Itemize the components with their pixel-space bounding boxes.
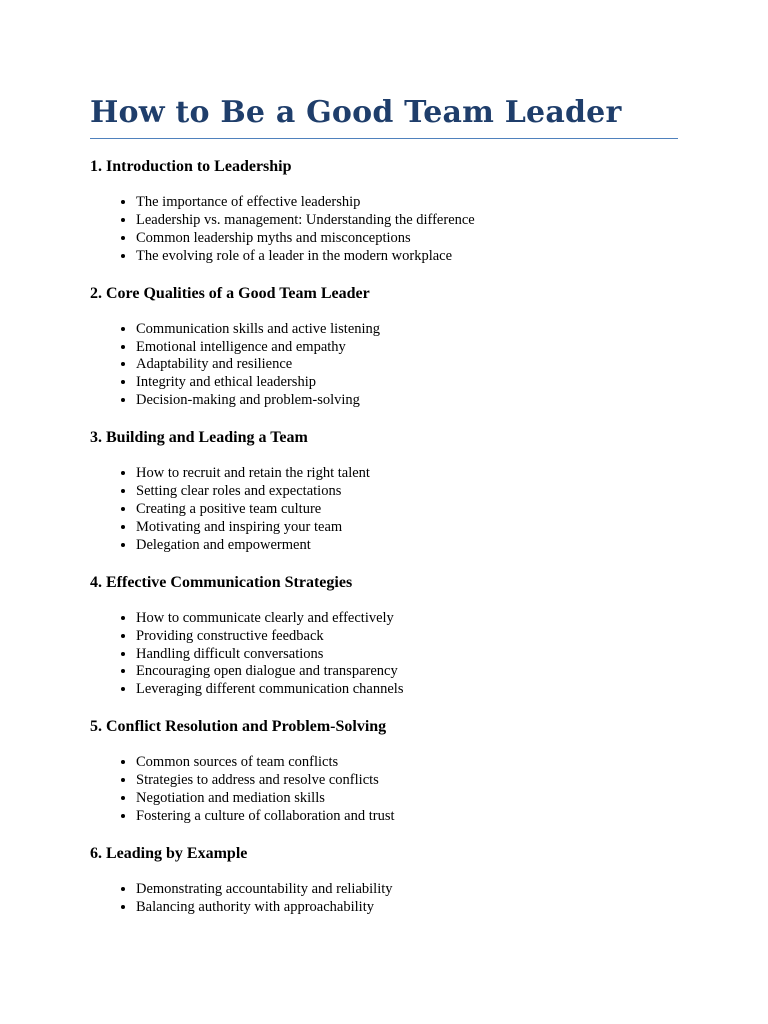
bullet-list xyxy=(90,465,678,555)
section-heading: 4. Effective Communication Strategies xyxy=(90,573,353,591)
list-item: • Common sources of team conflicts xyxy=(136,754,678,772)
list-item: • Leveraging different communication channels xyxy=(136,681,678,699)
section xyxy=(90,717,678,826)
document-title: How to Be a Good Team Leader xyxy=(90,94,678,139)
section-heading: 2. Core Qualities of a Good Team Leader xyxy=(90,284,370,302)
section-heading: 6. Leading by Example xyxy=(90,844,248,862)
list-item: • Handling difficult conversations xyxy=(136,646,678,664)
list-item: • The importance of effective leadership xyxy=(136,194,678,212)
bullet-list xyxy=(90,754,678,826)
list-item: • Negotiation and mediation skills xyxy=(136,790,678,808)
list-item: • Leadership vs. management: Understanding the difference xyxy=(136,212,678,230)
list-item: • Common leadership myths and misconceptions xyxy=(136,230,678,248)
list-item: • Strategies to address and resolve conflicts xyxy=(136,772,678,790)
list-item: • Balancing authority with approachability xyxy=(136,899,678,917)
list-item: • Setting clear roles and expectations xyxy=(136,483,678,501)
section-heading: 1. Introduction to Leadership xyxy=(90,158,292,175)
document-sections xyxy=(90,157,678,917)
section xyxy=(90,428,678,555)
document-page xyxy=(90,94,678,917)
list-item: • Motivating and inspiring your team xyxy=(136,519,678,537)
list-item: • The evolving role of a leader in the modern workplace xyxy=(136,248,678,266)
section-heading: 3. Building and Leading a Team xyxy=(90,429,308,447)
list-item: • Communication skills and active listening xyxy=(136,321,678,339)
bullet-list xyxy=(90,321,678,411)
list-item: • Encouraging open dialogue and transparency xyxy=(136,663,678,681)
list-item: • How to communicate clearly and effectively xyxy=(136,610,678,628)
bullet-list xyxy=(90,194,678,266)
bullet-list xyxy=(90,610,678,700)
bullet-list xyxy=(90,881,678,917)
list-item: • Emotional intelligence and empathy xyxy=(136,339,678,357)
section xyxy=(90,573,678,700)
list-item: • Providing constructive feedback xyxy=(136,628,678,646)
list-item: • How to recruit and retain the right talent xyxy=(136,465,678,483)
list-item: • Adaptability and resilience xyxy=(136,356,678,374)
list-item: • Fostering a culture of collaboration and trust xyxy=(136,808,678,826)
list-item: • Delegation and empowerment xyxy=(136,537,678,555)
list-item: • Creating a positive team culture xyxy=(136,501,678,519)
section xyxy=(90,284,678,411)
list-item: • Integrity and ethical leadership xyxy=(136,374,678,392)
list-item: • Demonstrating accountability and reliability xyxy=(136,881,678,899)
section-heading: 5. Conflict Resolution and Problem-Solving xyxy=(90,718,387,736)
section xyxy=(90,844,678,917)
section xyxy=(90,157,678,266)
list-item: • Decision-making and problem-solving xyxy=(136,392,678,410)
